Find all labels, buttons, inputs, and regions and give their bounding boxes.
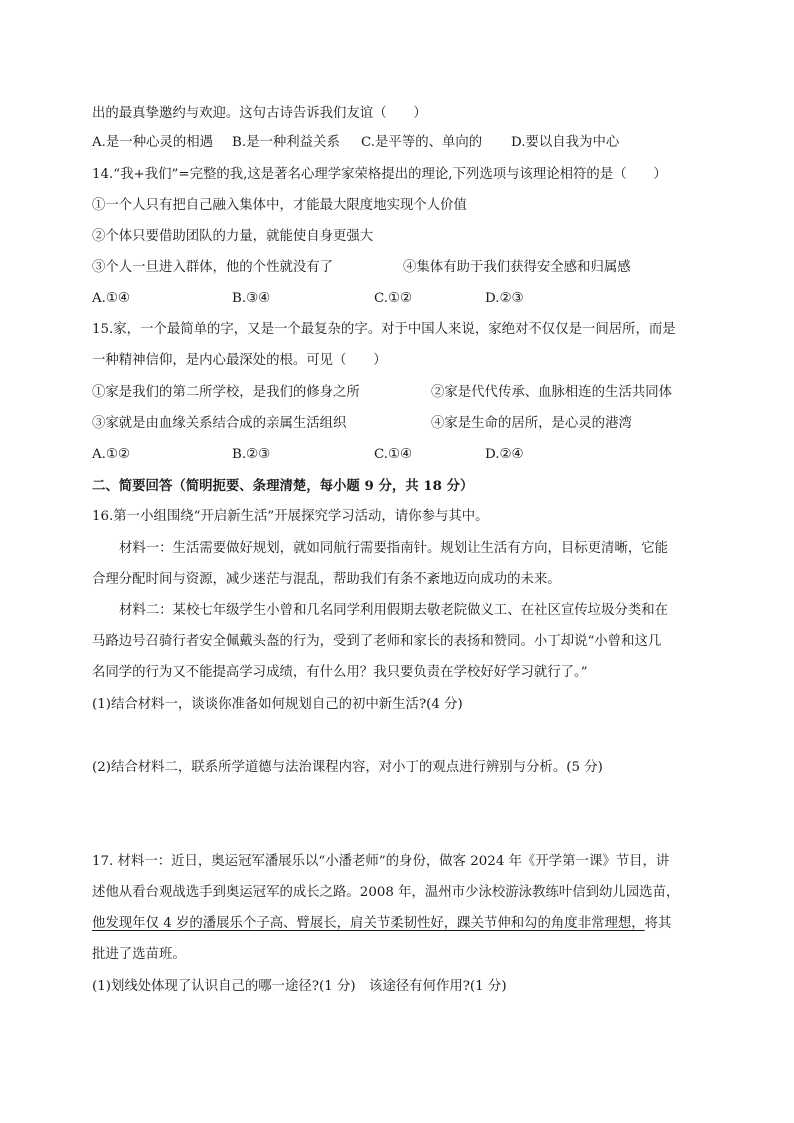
q13-option-c: C.是平等的、单向的 xyxy=(361,135,483,150)
q14-option-b: B.③④ xyxy=(232,291,271,306)
q16-material-1-line-1: 材料一：生活需要做好规划，就如同航行需要指南针。规划让生活有方向，目标更清晰，它能 xyxy=(119,541,669,556)
q17-material-line-2: 述他从看台观战选手到奥运冠军的成长之路。2008 年，温州市少泳校游泳教练叶信到幼儿园选苗， xyxy=(92,885,680,900)
q14-option-c: C.①② xyxy=(374,291,413,306)
q13-option-b: B.是一种利益关系 xyxy=(232,135,340,150)
q14-option-d: D.②③ xyxy=(485,291,524,306)
q15-statement-2: ②家是代代传承、血脉相连的生活共同体 xyxy=(431,385,673,400)
q15-option-c: C.①④ xyxy=(374,447,413,462)
q14-stem: 14.“我+我们”=完整的我,这是著名心理学家荣格提出的理论,下列选项与该理论相符的是（ ） xyxy=(92,167,667,182)
q15-statement-1: ①家是我们的第二所学校，是我们的修身之所 xyxy=(92,385,360,400)
q13-stem-tail: 出的最真挚邀约与欢迎。这句古诗告诉我们友谊（ ） xyxy=(92,106,427,121)
q13-option-a: A.是一种心灵的相遇 xyxy=(92,135,214,150)
q16-material-2-line-2: 马路边号召骑行者安全佩戴头盔的行为，受到了老师和家长的表扬和赞同。小丁却说“小曾和这几 xyxy=(92,634,662,649)
q16-material-2-line-1: 材料二：某校七年级学生小曾和几名同学利用假期去敬老院做义工、在社区宣传垃圾分类和在 xyxy=(119,603,669,618)
q15-option-a: A.①② xyxy=(92,447,130,462)
q16-material-2-line-3: 名同学的行为又不能提高学习成绩，有什么用？我只要负责在学校好好学习就行了。” xyxy=(92,665,588,680)
q15-stem-line-1: 15.家，一个最简单的字，又是一个最复杂的字。对于中国人来说，家绝对不仅仅是一间居所，而是 xyxy=(92,322,676,337)
q14-statement-1: ①一个人只有把自己融入集体中，才能最大限度地实现个人价值 xyxy=(92,198,467,213)
q15-statement-3: ③家就是由血缘关系结合成的亲属生活组织 xyxy=(92,416,347,431)
q17-material-line-1: 17. 材料一：近日，奥运冠军潘展乐以“小潘老师”的身份，做客 2024 年《开学第一课》节目，讲 xyxy=(92,854,670,869)
q17-material-line-4: 批进了选苗班。 xyxy=(92,947,186,962)
q14-statement-2: ②个体只要借助团队的力量，就能使自身更强大 xyxy=(92,229,374,244)
q13-option-d: D.要以自我为中心 xyxy=(511,135,620,150)
q15-option-b: B.②③ xyxy=(232,447,271,462)
q16-stem: 16.第一小组围绕“开启新生活”开展探究学习活动，请你参与其中。 xyxy=(92,509,489,524)
q14-option-a: A.①④ xyxy=(92,291,130,306)
q16-subquestion-1: (1)结合材料一，谈谈你准备如何规划自己的初中新生活?(4 分) xyxy=(92,697,463,712)
q17-underlined-text: 他发现年仅 4 岁的潘展乐个子高、臂展长，肩关节柔韧性好，踝关节伸和勾的角度非常理想， xyxy=(92,916,645,931)
q14-statement-3: ③个人一旦进入群体，他的个性就没有了 xyxy=(92,260,334,275)
q15-stem-line-2: 一种精神信仰，是内心最深处的根。可见（ ） xyxy=(92,353,387,368)
q15-statement-4: ④家是生命的居所，是心灵的港湾 xyxy=(431,416,632,431)
q16-material-1-line-2: 合理分配时间与资源，减少迷茫与混乱，帮助我们有条不紊地迈向成功的未来。 xyxy=(92,572,561,587)
q17-material-line-3 xyxy=(92,915,671,933)
q14-statement-4: ④集体有助于我们获得安全感和归属感 xyxy=(403,260,631,275)
section-2-heading: 二、简要回答（简明扼要、条理清楚，每小题 9 分，共 18 分） xyxy=(92,478,474,494)
q17-subquestion-1: (1)划线处体现了认识自己的哪一途径?(1 分) 该途径有何作用?(1 分) xyxy=(92,979,507,994)
q15-option-d: D.②④ xyxy=(485,447,524,462)
q17-line-3-rest: 将其 xyxy=(644,916,672,931)
q16-subquestion-2: (2)结合材料二，联系所学道德与法治课程内容，对小丁的观点进行辨别与分析。(5 分) xyxy=(92,760,603,775)
